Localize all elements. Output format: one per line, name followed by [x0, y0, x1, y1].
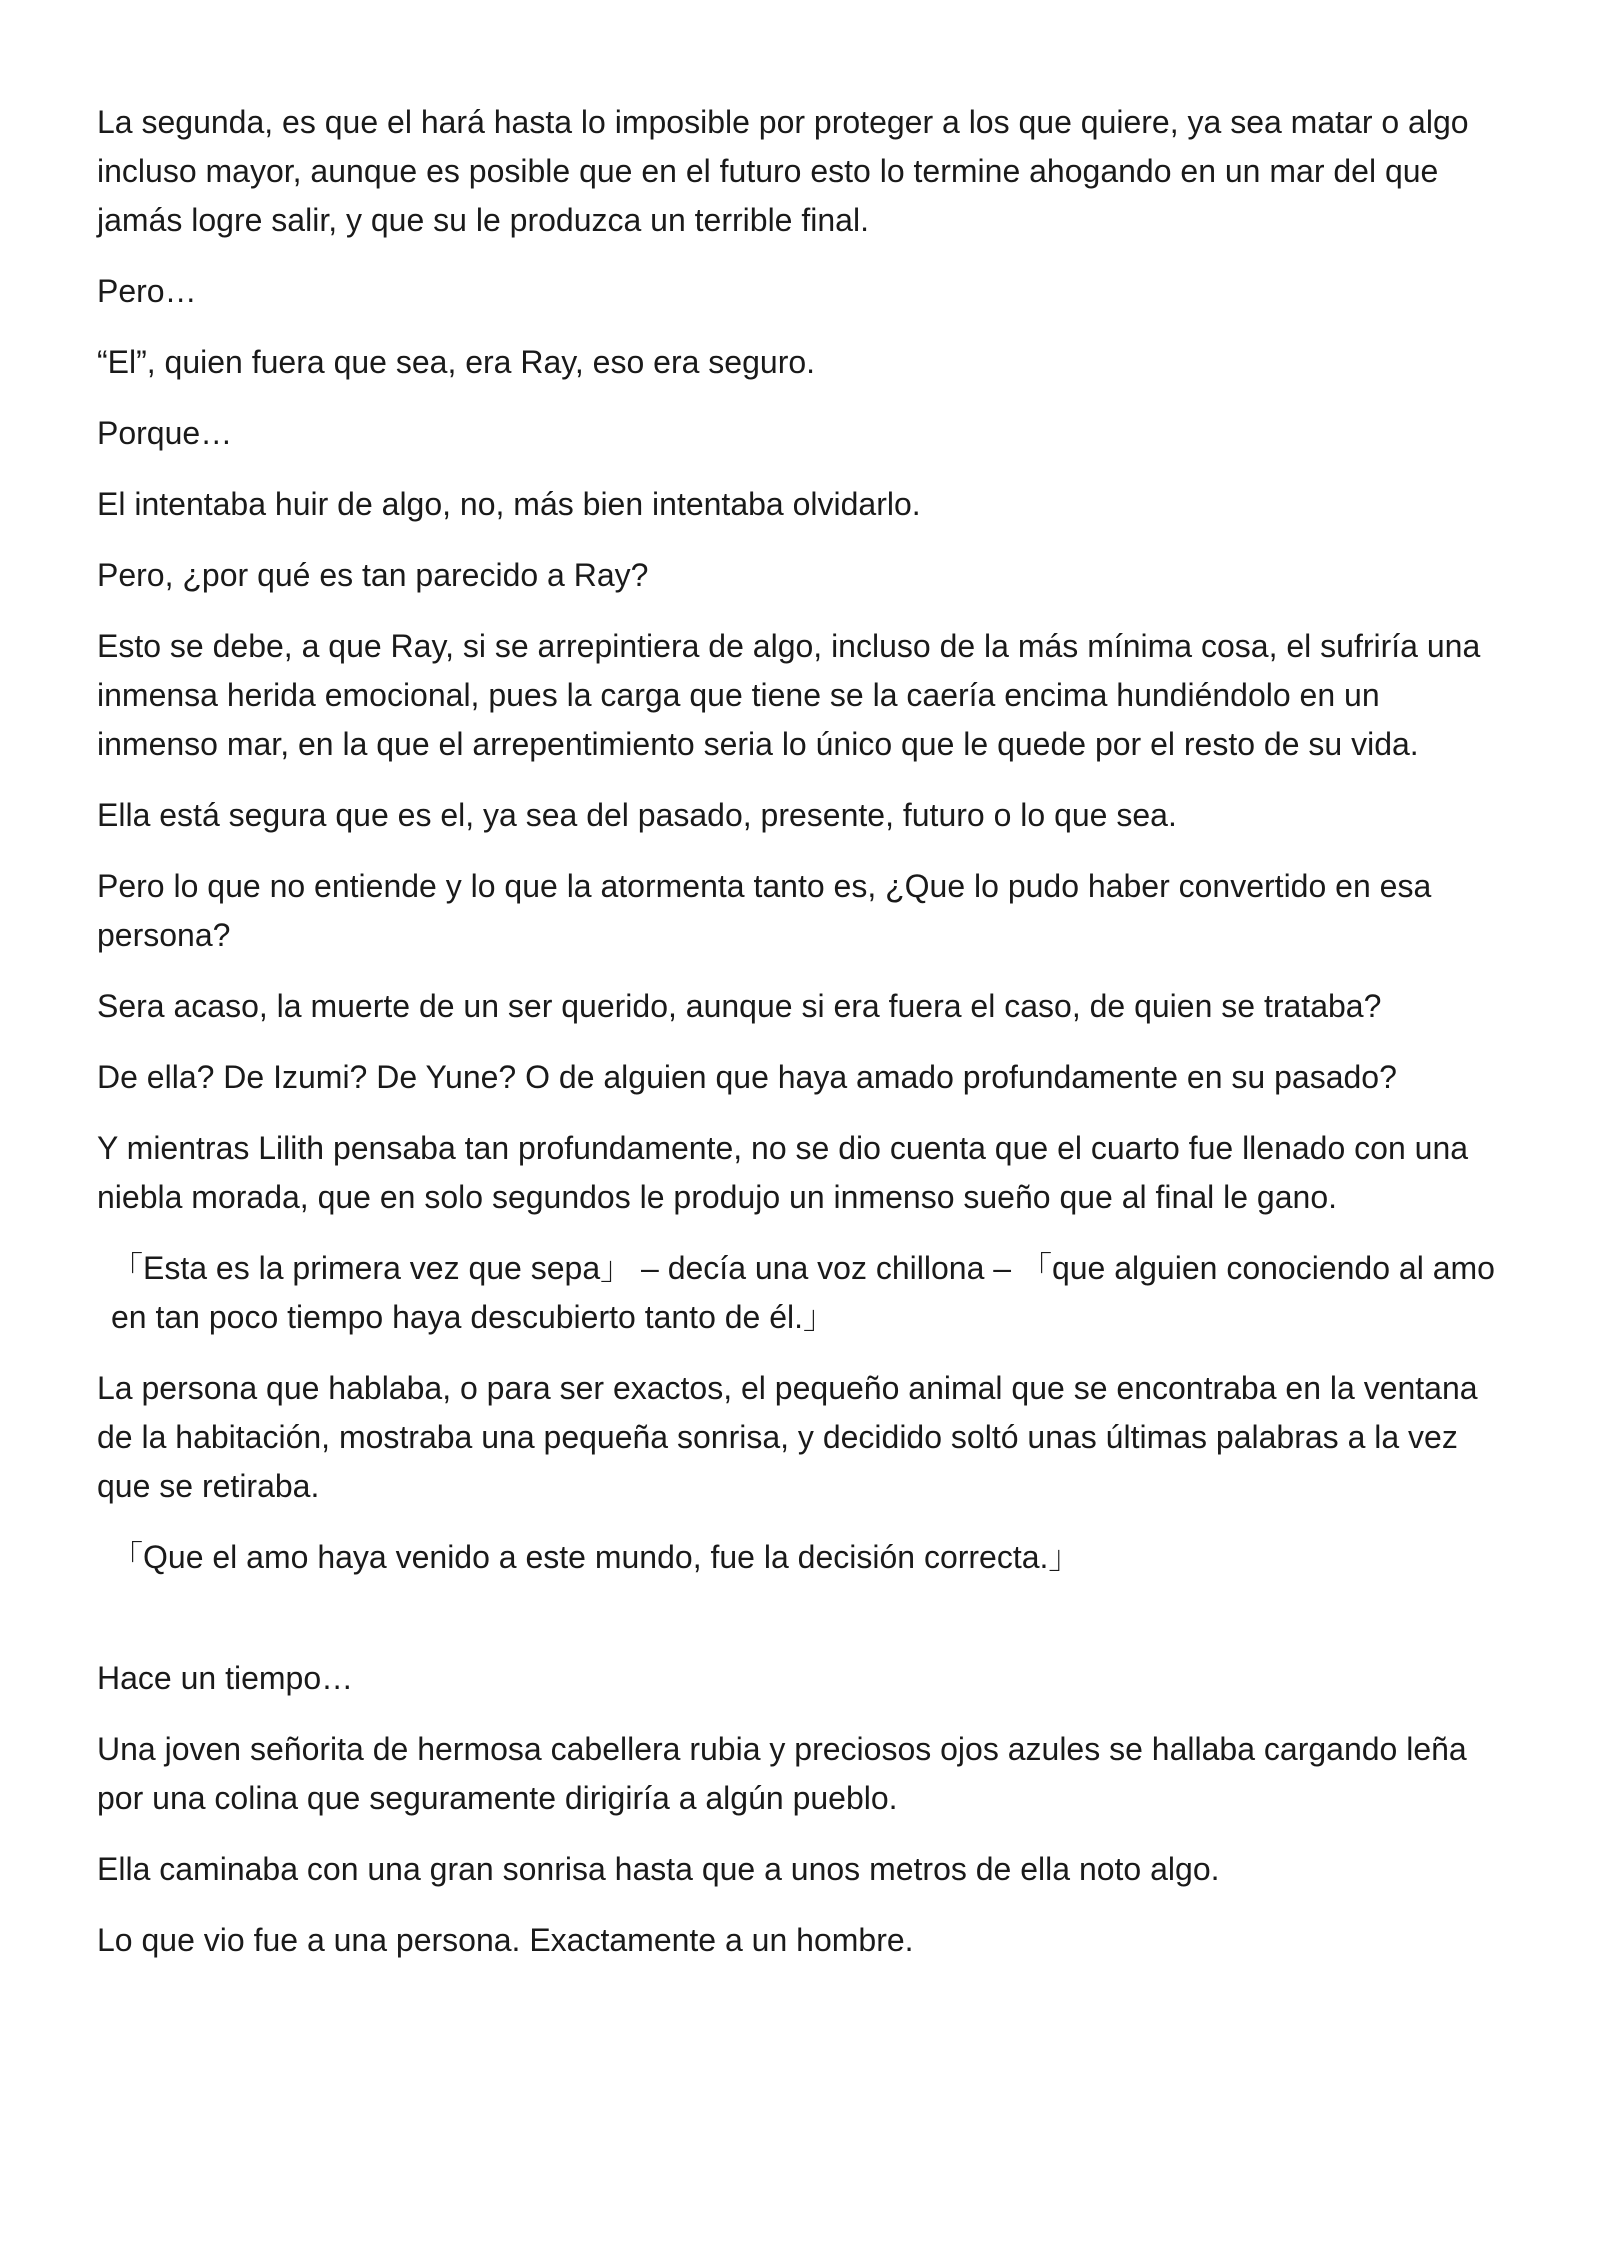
paragraph: Lo que vio fue a una persona. Exactamente a un hombre.	[97, 1922, 914, 1958]
paragraph: Esto se debe, a que Ray, si se arrepintiera de algo, incluso de la más mínima cosa, el sufriría una inmensa herida emocional, pues la carga que tiene se la caería encima hundiéndolo en un inmenso mar, en la que el arrepentimiento seria lo único que le quede por el resto de su vida.	[97, 628, 1481, 762]
paragraph: Y mientras Lilith pensaba tan profundamente, no se dio cuenta que el cuarto fue llenado con una niebla morada, que en solo segundos le produjo un inmenso sueño que al final le gano.	[97, 1130, 1469, 1215]
paragraph: “El”, quien fuera que sea, era Ray, eso era seguro.	[97, 344, 816, 380]
paragraph: Una joven señorita de hermosa cabellera rubia y preciosos ojos azules se hallaba cargando leña por una colina que seguramente dirigiría a algún pueblo.	[97, 1731, 1467, 1816]
paragraph: De ella? De Izumi? De Yune? O de alguien que haya amado profundamente en su pasado?	[97, 1059, 1397, 1095]
dialogue-paragraph: 「Que el amo haya venido a este mundo, fue la decisión correcta.」	[111, 1539, 1081, 1575]
paragraph: La segunda, es que el hará hasta lo imposible por proteger a los que quiere, ya sea matar o algo incluso mayor, aunque es posible que en el futuro esto lo termine ahogando en un mar del que jamás logre salir, y que su le produzca un terrible final.	[97, 104, 1469, 238]
paragraph: Ella está segura que es el, ya sea del pasado, presente, futuro o lo que sea.	[97, 797, 1177, 833]
paragraph: Pero lo que no entiende y lo que la atormenta tanto es, ¿Que lo pudo haber convertido en esa persona?	[97, 868, 1432, 953]
paragraph: Pero…	[97, 273, 197, 309]
section-start-paragraph: Hace un tiempo…	[97, 1660, 354, 1696]
paragraph: La persona que hablaba, o para ser exactos, el pequeño animal que se encontraba en la ventana de la habitación, mostraba una pequeña sonrisa, y decidido soltó unas últimas palabras a la vez que se retiraba.	[97, 1370, 1478, 1504]
paragraph: Porque…	[97, 415, 233, 451]
paragraph: El intentaba huir de algo, no, más bien intentaba olvidarlo.	[97, 486, 921, 522]
document-page	[97, 98, 1509, 1987]
paragraph: Pero, ¿por qué es tan parecido a Ray?	[97, 557, 649, 593]
dialogue-paragraph: 「Esta es la primera vez que sepa」 – decía una voz chillona – 「que alguien conociendo al amo en tan poco tiempo haya descubierto tanto de él.」	[111, 1250, 1495, 1335]
paragraph: Sera acaso, la muerte de un ser querido, aunque si era fuera el caso, de quien se trataba?	[97, 988, 1382, 1024]
paragraph: Ella caminaba con una gran sonrisa hasta que a unos metros de ella noto algo.	[97, 1851, 1220, 1887]
